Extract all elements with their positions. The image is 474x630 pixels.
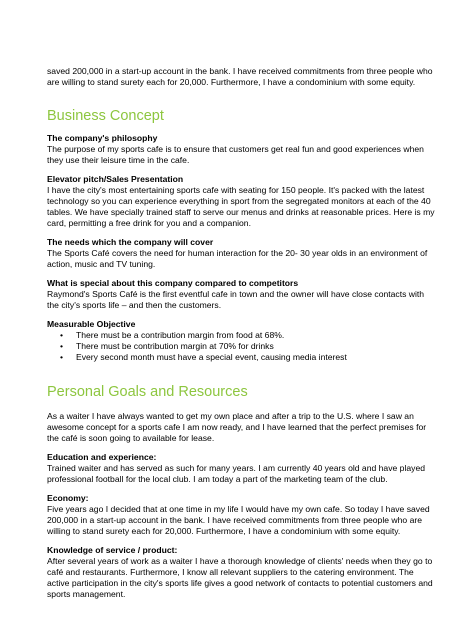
philosophy-heading: The company's philosophy — [47, 133, 158, 143]
objective-heading: Measurable Objective — [47, 319, 136, 329]
list-item — [47, 341, 437, 352]
education-block — [47, 452, 437, 485]
needs-heading: The needs which the company will cover — [47, 237, 214, 247]
document-page — [47, 66, 437, 600]
elevator-heading: Elevator pitch/Sales Presentation — [47, 174, 184, 184]
bullet-icon: • — [60, 330, 64, 340]
list-item — [47, 330, 437, 341]
bullet-icon: • — [60, 352, 64, 362]
special-heading: What is special about this company compared to competitors — [47, 278, 299, 288]
personal-goals-title: Personal Goals and Resources — [47, 384, 248, 400]
economy-block — [47, 493, 437, 537]
objective-block — [47, 319, 437, 363]
objective-item-text: Every second month must have a special event, causing media interest — [76, 352, 347, 362]
philosophy-block — [47, 133, 437, 166]
objective-list — [47, 330, 437, 363]
knowledge-heading: Knowledge of service / product: — [47, 545, 178, 555]
knowledge-text: After several years of work as a waiter I have a thorough knowledge of clients' needs when they go to café and restaurants. Furthermore, I know all relevant suppliers to the catering environment. The active participation in the city's sports life gives a good network of contacts to potential customers and sports management. — [47, 556, 433, 599]
objective-item-text: There must be contribution margin at 70% for drinks — [76, 341, 274, 351]
knowledge-block — [47, 545, 437, 600]
elevator-text: I have the city's most entertaining sports cafe with seating for 150 people. It's packed with the latest technology so you can experience everything in sport from the segregated monitors at each of the 40 tables. We have specially trained staff to serve our menus and drinks at reasonable prices. Here is my card, permitting a free drink for you and a companion. — [47, 185, 435, 228]
intro-paragraph: saved 200,000 in a start-up account in the bank. I have received commitments from three people who are willing to stand surety each for 20,000. Furthermore, I have a condominium with some equity. — [47, 66, 433, 87]
philosophy-text: The purpose of my sports cafe is to ensure that customers get real fun and good experiences when they use their leisure time in the cafe. — [47, 144, 424, 165]
needs-text: The Sports Café covers the need for human interaction for the 20- 30 year olds in an environment of action, music and TV tuning. — [47, 248, 428, 269]
special-text: Raymond's Sports Café is the first eventful cafe in town and the owner will have close contacts with the city's sports life – and then the customers. — [47, 289, 425, 310]
personal-intro: As a waiter I have always wanted to get my own place and after a trip to the U.S. where I saw an awesome concept for a sports cafe I am now ready, and I have learned that the perfect premises for the café is soon going to available for lease. — [47, 411, 427, 443]
objective-item-text: There must be a contribution margin from food at 68%. — [76, 330, 285, 340]
economy-heading: Economy: — [47, 493, 89, 503]
economy-text: Five years ago I decided that at one time in my life I would have my own cafe. So today I have saved 200,000 in a start-up account in the bank. I have received commitments from three people who are willing to stand surety each for 20,000. Furthermore, I have a condominium with some equity. — [47, 504, 430, 536]
special-block — [47, 278, 437, 311]
education-text: Trained waiter and has served as such for many years. I am currently 40 years old and have played professional football for the local club. I am today a part of the marketing team of the club. — [47, 463, 425, 484]
list-item — [47, 352, 437, 363]
elevator-block — [47, 174, 437, 229]
education-heading: Education and experience: — [47, 452, 157, 462]
business-concept-title: Business Concept — [47, 108, 164, 124]
bullet-icon: • — [60, 341, 64, 351]
needs-block — [47, 237, 437, 270]
